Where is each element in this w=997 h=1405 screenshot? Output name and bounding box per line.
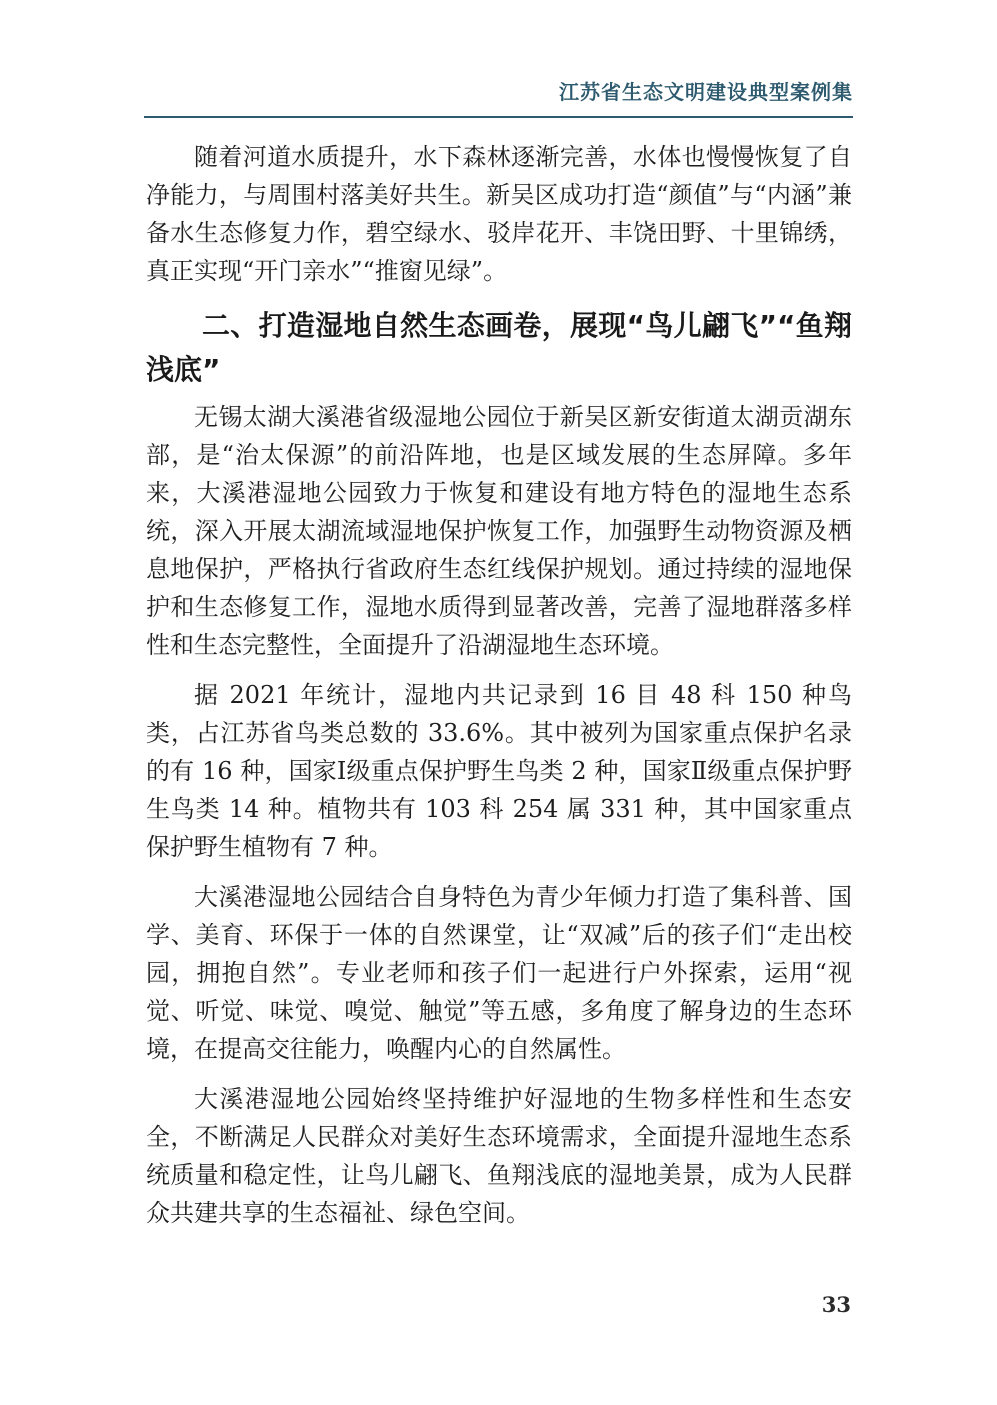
running-header-title: 江苏省生态文明建设典型案例集 (559, 80, 853, 104)
section-heading: 二、打造湿地自然生态画卷，展现“鸟儿翩飞”“鱼翔浅底” (146, 309, 852, 386)
paragraph-bird-statistics: 据 2021 年统计，湿地内共记录到 16 目 48 科 150 种鸟类，占江苏省鸟类总数的 33.6%。其中被列为国家重点保护名录的有 16 种，国家Ⅰ级重点保护野生鸟类 2 种，国家Ⅱ级重点保护野生鸟类 14 种。植物共有 103 科 254 属 331 种，其中国家重点保护野生植物有 7 种。 (146, 681, 852, 861)
header-divider (144, 116, 853, 118)
paragraph-biodiversity-commitment: 大溪港湿地公园始终坚持维护好湿地的生物多样性和生态安全，不断满足人民群众对美好生态环境需求，全面提升湿地生态系统质量和稳定性，让鸟儿翩飞、鱼翔浅底的湿地美景，成为人民群众共建共享的生态福祉、绿色空间。 (146, 1085, 852, 1227)
page-number: 33 (821, 1292, 851, 1317)
page-content (146, 138, 852, 1232)
paragraph-nature-classroom: 大溪港湿地公园结合自身特色为青少年倾力打造了集科普、国学、美育、环保于一体的自然课堂，让“双减”后的孩子们“走出校园，拥抱自然”。专业老师和孩子们一起进行户外探索，运用“视觉、听觉、味觉、嗅觉、触觉”等五感，多角度了解身边的生态环境，在提高交往能力，唤醒内心的自然属性。 (146, 883, 852, 1063)
paragraph-river-restoration: 随着河道水质提升，水下森林逐渐完善，水体也慢慢恢复了自净能力，与周围村落美好共生。新吴区成功打造“颜值”与“内涵”兼备水生态修复力作，碧空绿水、驳岸花开、丰饶田野、十里锦绣，真正实现“开门亲水”“推窗见绿”。 (146, 143, 852, 285)
paragraph-wetland-park-intro: 无锡太湖大溪港省级湿地公园位于新吴区新安街道太湖贡湖东部，是“治太保源”的前沿阵地，也是区域发展的生态屏障。多年来，大溪港湿地公园致力于恢复和建设有地方特色的湿地生态系统，深入开展太湖流域湿地保护恢复工作，加强野生动物资源及栖息地保护，严格执行省政府生态红线保护规划。通过持续的湿地保护和生态修复工作，湿地水质得到显著改善，完善了湿地群落多样性和生态完整性，全面提升了沿湖湿地生态环境。 (146, 403, 852, 659)
